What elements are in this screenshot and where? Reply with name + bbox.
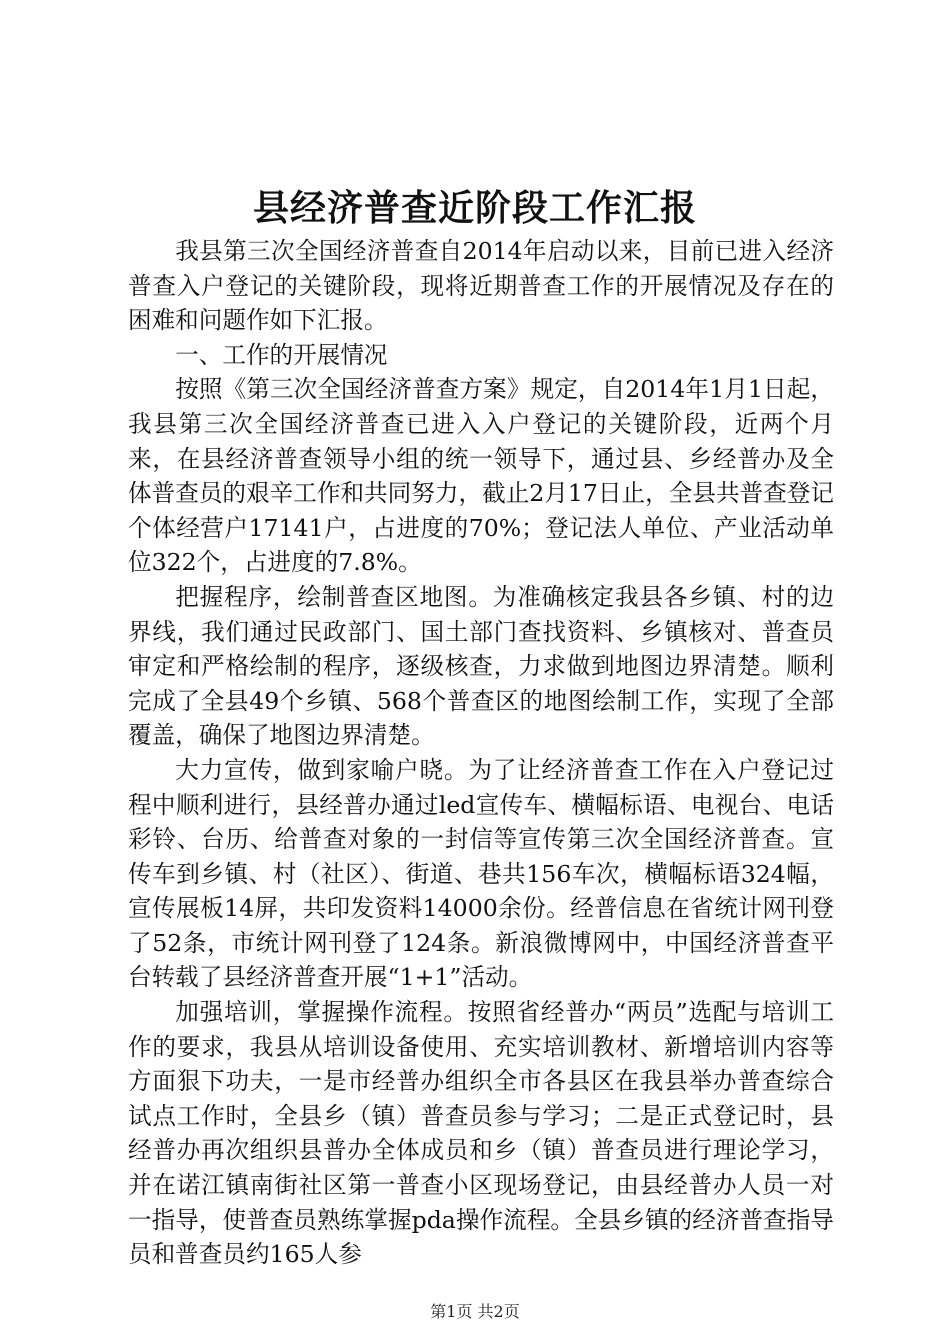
section-heading: 一、工作的开展情况: [175, 340, 388, 369]
progress-paragraph: 按照《第三次全国经济普查方案》规定，自2014年1月1日起，我县第三次全国经济普查已进入入户登记的关键阶段，近两个月来，在县经济普查领导小组的统一领导下，通过县、乡经普办及全体普查员的艰辛工作和共同努力，截止2月17日止，全县共普查登记个体经营户17141户，占进度的70%；登记法人单位、产业活动单位322个，占进度的7.8%。: [128, 375, 834, 577]
document-body: [128, 234, 834, 1272]
publicity-paragraph: 大力宣传，做到家喻户晓。为了让经济普查工作在入户登记过程中顺利进行，县经普办通过led宣传车、横幅标语、电视台、电话彩铃、台历、给普查对象的一封信等宣传第三次全国经济普查。宣传车到乡镇、村（社区）、街道、巷共156车次，横幅标语324幅，宣传展板14屏，共印发资料14000余份。经普信息在省统计网刊登了52条，市统计网刊登了124条。新浪微博网中，中国经济普查平台转载了县经济普查开展“1+1”活动。: [128, 755, 834, 992]
intro-paragraph: 我县第三次全国经济普查自2014年启动以来，目前已进入经济普查入户登记的关键阶段，现将近期普查工作的开展情况及存在的困难和问题作如下汇报。: [128, 237, 834, 335]
map-paragraph: 把握程序，绘制普查区地图。为准确核定我县各乡镇、村的边界线，我们通过民政部门、国土部门查找资料、乡镇核对、普查员审定和严格绘制的程序，逐级核查，力求做到地图边界清楚。顺利完成了全县49个乡镇、568个普查区的地图绘制工作，实现了全部覆盖，确保了地图边界清楚。: [128, 582, 834, 750]
training-paragraph: 加强培训，掌握操作流程。按照省经普办“两员”选配与培训工作的要求，我县从培训设备使用、充实培训教材、新增培训内容等方面狠下功夫，一是市经普办组织全市各县区在我县举办普查综合试点工作时，全县乡（镇）普查员参与学习；二是正式登记时，县经普办再次组织县普办全体成员和乡（镇）普查员进行理论学习，并在诺江镇南街社区第一普查小区现场登记，由县经普办人员一对一指导，使普查员熟练掌握pda操作流程。全县乡镇的经济普查指导员和普查员约165人参: [128, 998, 834, 1269]
document-title: 县经济普查近阶段工作汇报: [252, 187, 697, 229]
page-footer: 第1页 共2页: [430, 1302, 520, 1321]
